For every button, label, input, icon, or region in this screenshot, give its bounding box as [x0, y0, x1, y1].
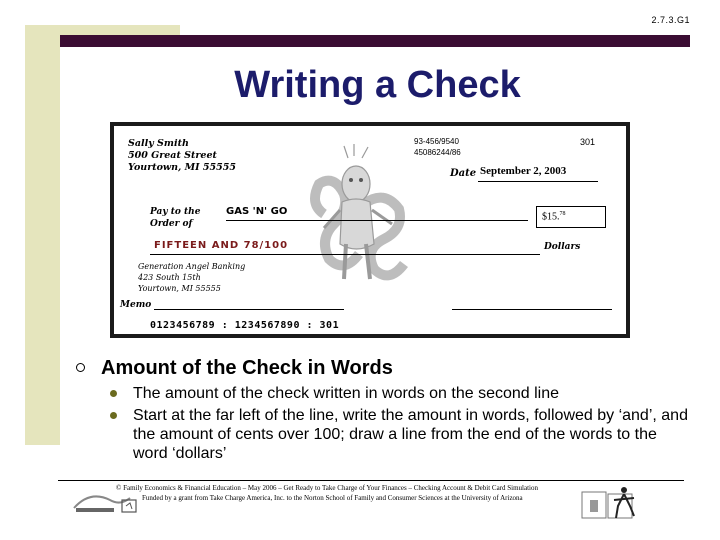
title-rule [60, 35, 690, 47]
check-micr-line: 0123456789 : 1234567890 : 301 [150, 320, 340, 331]
hollow-circle-bullet-icon [76, 363, 85, 372]
check-bank-name: Generation Angel Banking [138, 262, 246, 271]
check-amount [542, 211, 566, 222]
check-routing-1: 93-456/9540 [414, 137, 459, 146]
sub-bullet-text: Start at the far left of the line, write the amount in words, followed by ‘and’, and the amount of cents over 100; draw a line from the end of the words to the word ‘dollars’ [133, 407, 688, 462]
check-bank-block [138, 261, 245, 294]
figure-star-logo [610, 484, 638, 520]
check-memo-line [154, 309, 344, 310]
check-words-line [150, 254, 540, 255]
check-owner-block [128, 138, 236, 174]
check-owner-city: Yourtown, MI 55555 [128, 162, 236, 173]
slide-number: 2.7.3.G1 [651, 15, 690, 25]
bullet-dot-icon [110, 390, 117, 397]
slide-title: Writing a Check [234, 64, 521, 106]
check-owner-name: Sally Smith [128, 138, 189, 149]
check-payee-line [226, 220, 528, 221]
check-pay-to-line-1: Pay to the [150, 207, 201, 217]
bullet-dot-icon [110, 412, 117, 419]
check-routing-block [414, 136, 461, 158]
check-amount-words: FIFTEEN AND 78/100 [154, 240, 289, 251]
check-bank-city: Yourtown, MI 55555 [138, 284, 221, 293]
check-number: 301 [580, 137, 596, 147]
check-signature-line [452, 309, 612, 310]
check-payee: GAS 'N' GO [226, 206, 288, 217]
footer-copyright: © Family Economics & Financial Education – May 2006 – Get Ready to Take Charge of Your Finances – Checking Account & Debit Card Simulation [116, 484, 538, 492]
check-date-line [478, 181, 598, 182]
check-amount-dollars: $15. [542, 211, 560, 223]
check-pay-to-label [150, 206, 200, 230]
check-date-label: Date [450, 168, 477, 179]
check-owner-street: 500 Great Street [128, 150, 217, 161]
check-bank-street: 423 South 15th [138, 273, 201, 282]
footer-rule [58, 480, 684, 481]
check-image [110, 122, 630, 338]
sub-bullet-text: The amount of the check written in words on the second line [133, 385, 560, 402]
footer-funding: Funded by a grant from Take Charge America, Inc. to the Norton School of Family and Consumer Sciences at the University of Arizona [142, 494, 523, 502]
check-dollars-label: Dollars [544, 242, 581, 252]
check-memo-label: Memo [120, 300, 152, 310]
check-pay-to-line-2: Order of [150, 219, 193, 229]
check-routing-2: 45086244/86 [414, 148, 461, 157]
main-bullet-text: Amount of the Check in Words [101, 357, 393, 379]
check-amount-cents: 78 [559, 211, 566, 217]
money-mascot-illustration [304, 144, 414, 294]
check-date-value: September 2, 2003 [480, 165, 567, 177]
